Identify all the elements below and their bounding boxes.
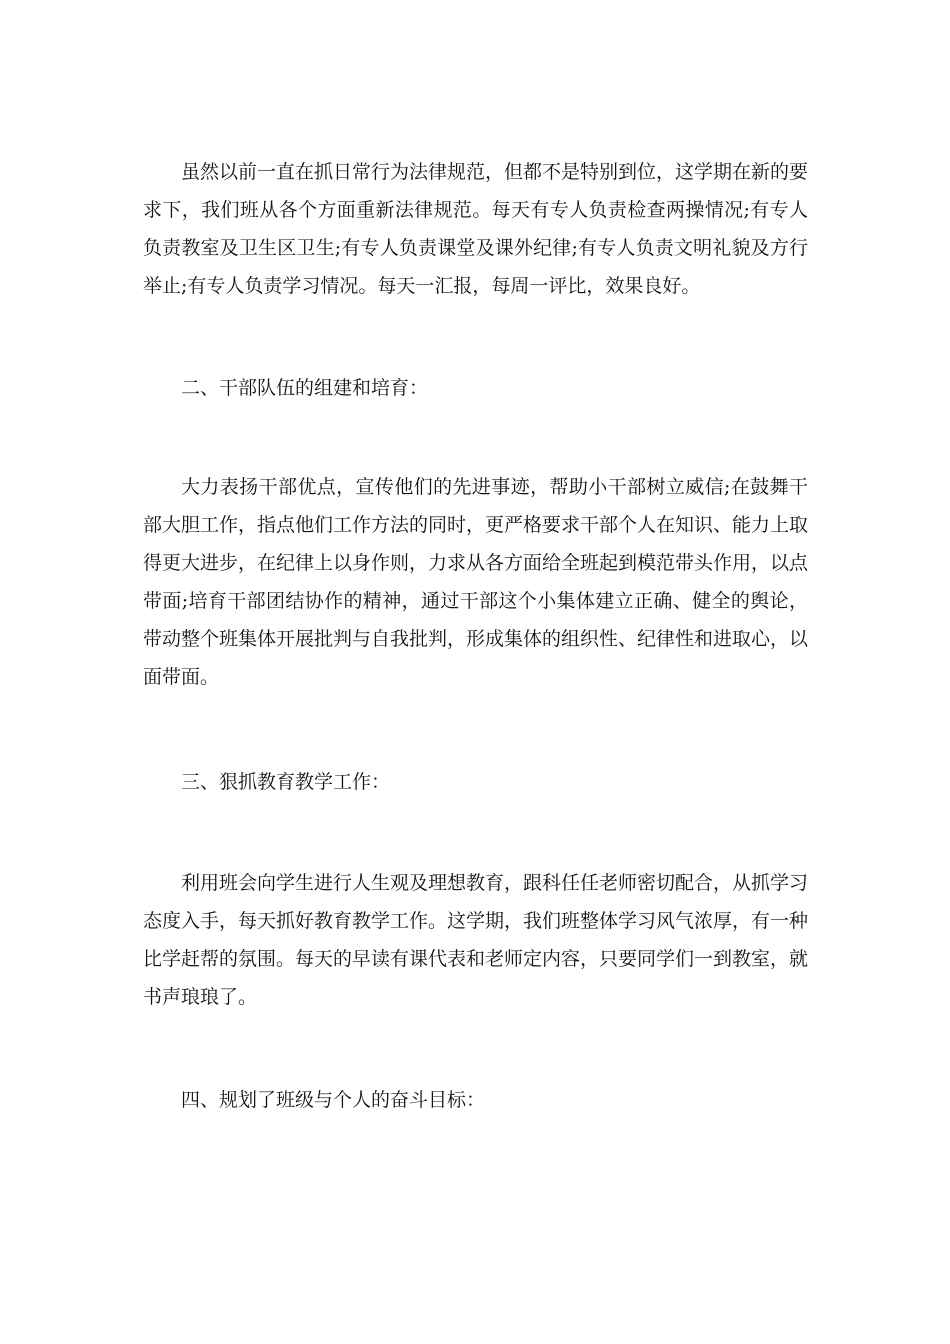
paragraph-teaching-work: 利用班会向学生进行人生观及理想教育，跟科任任老师密切配合，从抓学习态度入手，每天抓好教育教学工作。这学期，我们班整体学习风气浓厚，有一种比学赶帮的氛围。每天的早读有课代表和老师定内容，只要同学们一到教室，就书声琅琅了。	[143, 872, 809, 1008]
paragraph-cadre-training: 大力表扬干部优点，宣传他们的先进事迹，帮助小干部树立威信;在鼓舞干部大胆工作，指点他们工作方法的同时，更严格要求干部个人在知识、能力上取得更大进步，在纪律上以身作则，力求从各方面给全班起到模范带头作用，以点带面;培育干部团结协作的精神，通过干部这个小集体建立正确、健全的舆论，带动整个班集体开展批判与自我批判，形成集体的组织性、纪律性和进取心，以面带面。	[143, 476, 809, 688]
heading-class-goals: 四、规划了班级与个人的奋斗目标：	[181, 1089, 486, 1111]
paragraph-daily-conduct: 虽然以前一直在抓日常行为法律规范，但都不是特别到位，这学期在新的要求下，我们班从各个方面重新法律规范。每天有专人负责检查两操情况;有专人负责教室及卫生区卫生;有专人负责课堂及课外纪律;有专人负责文明礼貌及方行举止;有专人负责学习情况。每天一汇报，每周一评比，效果良好。	[143, 161, 809, 297]
heading-teaching-work: 三、狠抓教育教学工作：	[181, 771, 391, 793]
heading-cadre-team: 二、干部队伍的组建和培育：	[181, 377, 429, 399]
